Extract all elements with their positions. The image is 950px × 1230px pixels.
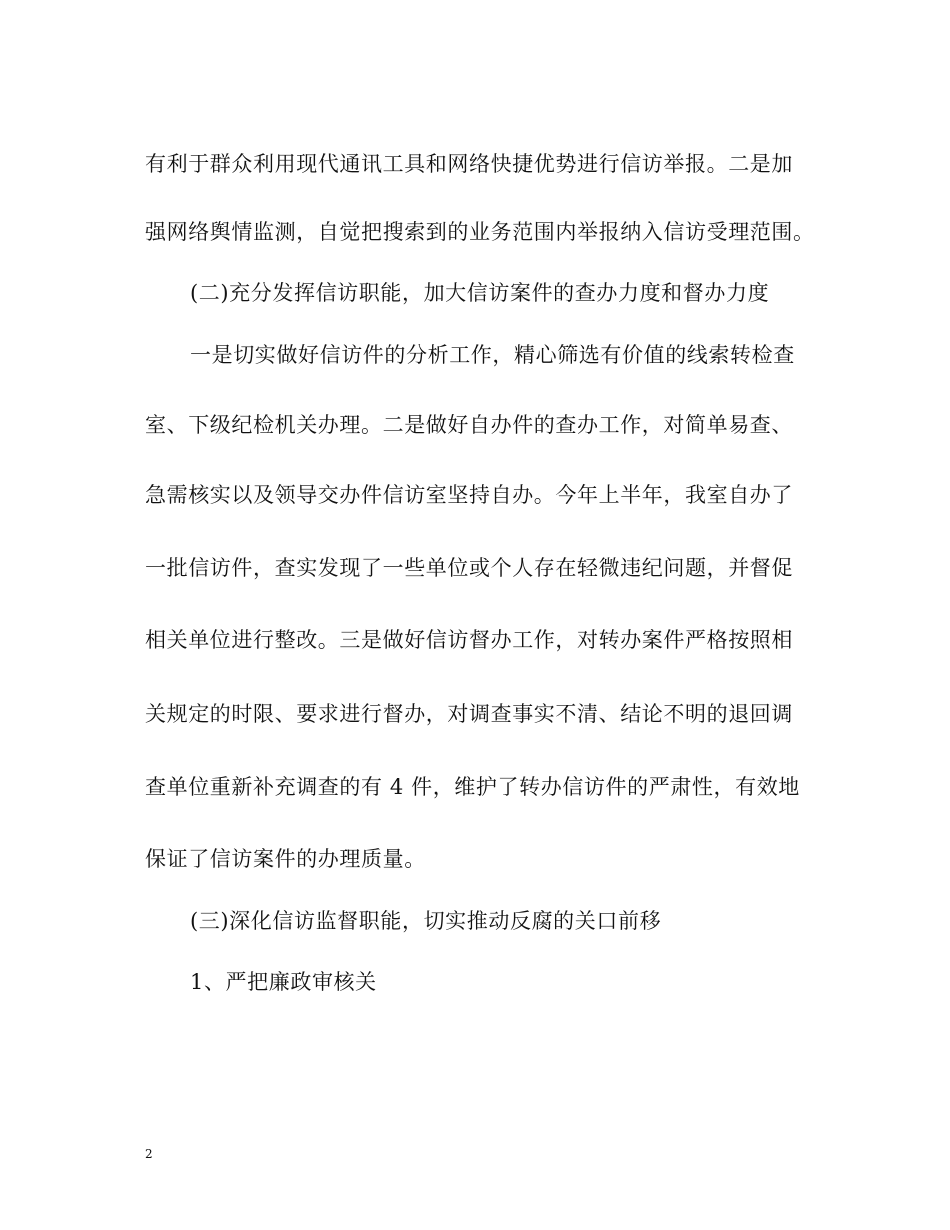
paragraph-line: 有利于群众利用现代通讯工具和网络快捷优势进行信访举报。二是加 (145, 152, 793, 176)
paragraph-line: 保证了信访案件的办理质量。 (145, 847, 426, 871)
paragraph-line: 一是切实做好信访件的分析工作，精心筛选有价值的线索转检查 (190, 343, 795, 367)
section-heading: (三)深化信访监督职能，切实推动反腐的关口前移 (190, 909, 662, 933)
paragraph-line: 查单位重新补充调查的有 4 件，维护了转办信访件的严肃性，有效地 (145, 775, 800, 799)
paragraph-line: 一批信访件，查实发现了一些单位或个人存在轻微违纪问题，并督促 (145, 556, 793, 580)
paragraph-line: 室、下级纪检机关办理。二是做好自办件的查办工作，对简单易查、 (145, 413, 793, 437)
page-number: 2 (145, 1147, 153, 1161)
section-heading: (二)充分发挥信访职能，加大信访案件的查办力度和督办力度 (190, 281, 770, 305)
paragraph-line: 相关单位进行整改。三是做好信访督办工作，对转办案件严格按照相 (145, 628, 793, 652)
subsection-heading: 1、严把廉政审核关 (190, 970, 377, 994)
paragraph-line: 急需核实以及领导交办件信访室坚持自办。今年上半年，我室自办了 (145, 483, 793, 507)
paragraph-line: 强网络舆情监测，自觉把搜索到的业务范围内举报纳入信访受理范围。 (145, 220, 815, 244)
paragraph-line: 关规定的时限、要求进行督办，对调查事实不清、结论不明的退回调 (145, 702, 793, 726)
